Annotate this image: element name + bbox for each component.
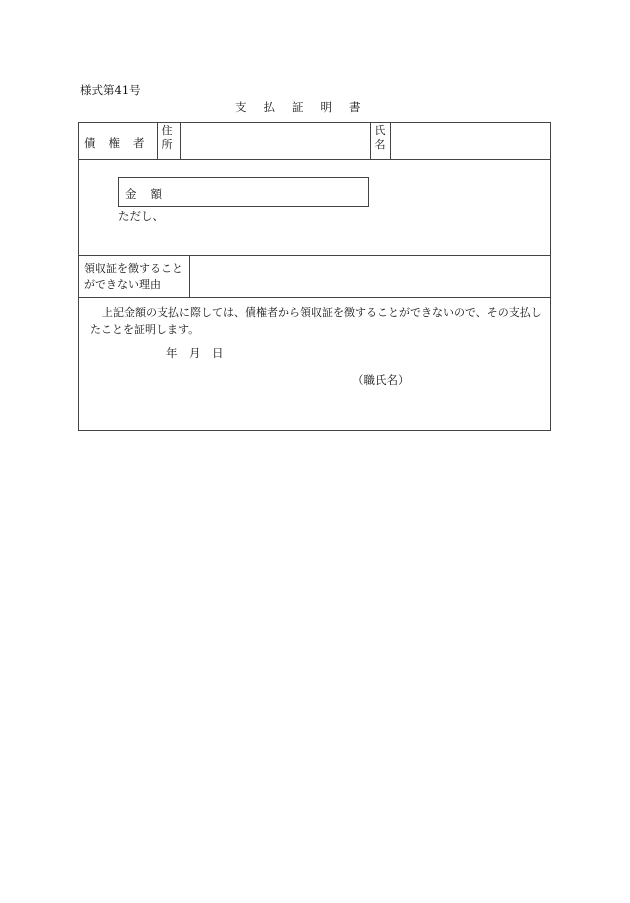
address-field[interactable] — [181, 123, 370, 159]
creditor-label: 債権者 — [84, 136, 158, 150]
address-label: 住 所 — [161, 124, 173, 151]
proviso-label: ただし、 — [118, 209, 164, 223]
name-field[interactable] — [391, 123, 550, 159]
reason-field[interactable] — [190, 256, 550, 297]
row-divider-1 — [78, 159, 551, 160]
name-divider — [370, 122, 371, 159]
certification-date: 年 月 日 — [166, 346, 224, 360]
official-name-label: （職氏名） — [352, 373, 410, 387]
reason-label: 領収証を徴することができない理由 — [84, 262, 183, 291]
form-number: 様式第41号 — [80, 83, 141, 97]
amount-label: 金額 — [125, 187, 176, 201]
document-title: 支払証明書 — [235, 100, 378, 114]
certification-text: 上記金額の支払に際しては、債権者から領収証を徴することができないので、その支払したことを証明します。 — [90, 306, 542, 336]
name-label: 氏 名 — [374, 124, 386, 151]
row-divider-3 — [78, 297, 551, 298]
